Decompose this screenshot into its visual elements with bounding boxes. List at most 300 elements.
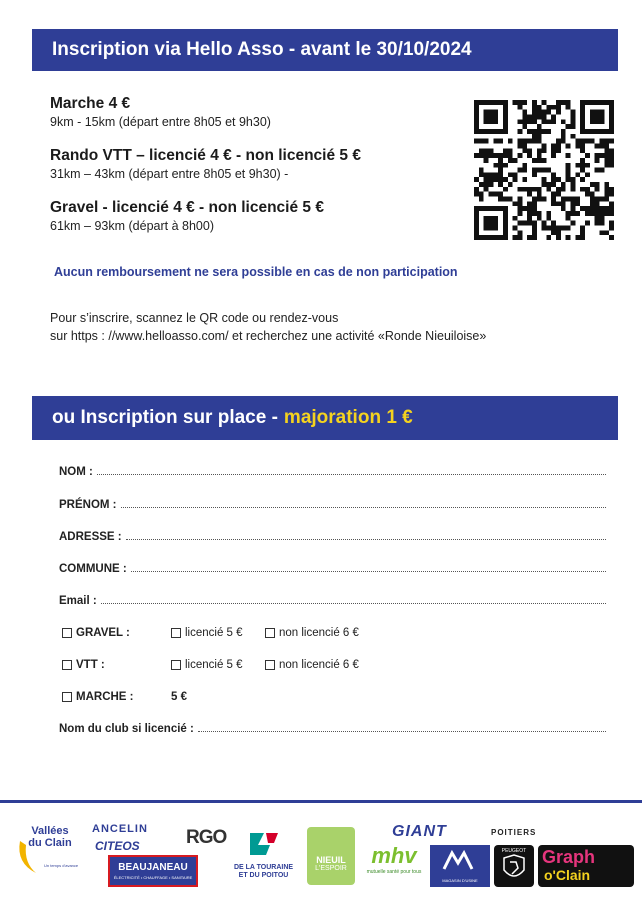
qr-module <box>585 139 590 144</box>
checkbox-icon[interactable] <box>62 692 72 702</box>
qr-module <box>488 235 493 240</box>
qr-module <box>522 143 527 148</box>
espoir-text: L'ESPOIR <box>315 865 347 872</box>
qr-module <box>561 100 566 105</box>
qr-module <box>488 153 493 158</box>
qr-module <box>571 119 576 124</box>
qr-module <box>585 129 590 134</box>
checkbox-icon[interactable] <box>62 628 72 638</box>
qr-module <box>493 172 498 177</box>
qr-module <box>585 187 590 192</box>
qr-module <box>508 197 513 202</box>
qr-module <box>479 168 484 173</box>
qr-module <box>503 105 508 110</box>
oclain-text: o'Clain <box>544 867 591 883</box>
qr-module <box>585 221 590 226</box>
qr-module <box>556 110 561 115</box>
qr-module <box>546 129 551 134</box>
giant-logo: GIANT <box>392 823 447 840</box>
qr-module <box>522 148 527 153</box>
qr-module <box>600 216 605 221</box>
qr-module <box>493 139 498 144</box>
qr-module <box>503 235 508 240</box>
qr-module <box>527 235 532 240</box>
qr-module <box>590 110 595 115</box>
checkbox-icon[interactable] <box>171 660 181 670</box>
qr-module <box>566 177 571 182</box>
qr-module <box>498 168 503 173</box>
qr-module <box>580 235 585 240</box>
qr-module <box>571 177 576 182</box>
offer-detail: 31km – 43km (départ entre 8h05 et 9h30) - <box>50 167 289 181</box>
option-label: non licencié 6 € <box>279 627 359 639</box>
qr-module <box>566 235 571 240</box>
first-name-field[interactable] <box>59 499 606 511</box>
qr-module <box>575 139 580 144</box>
qr-module <box>566 124 571 129</box>
qr-module <box>575 163 580 168</box>
qr-module <box>575 172 580 177</box>
qr-module <box>609 148 614 153</box>
qr-module <box>546 119 551 124</box>
qr-module <box>517 187 522 192</box>
qr-module <box>527 216 532 221</box>
qr-module <box>479 148 484 153</box>
qr-module <box>580 168 585 173</box>
vtt-checkbox[interactable] <box>62 659 105 671</box>
qr-module <box>537 197 542 202</box>
qr-module <box>532 201 537 206</box>
qr-module <box>542 168 547 173</box>
qr-code-icon[interactable] <box>474 100 614 240</box>
qr-module <box>503 177 508 182</box>
qr-module <box>517 211 522 216</box>
qr-module <box>590 206 595 211</box>
qr-module <box>542 110 547 115</box>
qr-module <box>551 172 556 177</box>
mhv-text: mhv <box>371 843 417 868</box>
qr-module <box>542 182 547 187</box>
qr-module <box>503 124 508 129</box>
offer-rando-vtt <box>50 147 361 181</box>
vallees-du-clain-logo <box>14 823 94 883</box>
qr-module <box>517 230 522 235</box>
qr-module <box>604 192 609 197</box>
qr-module <box>537 192 542 197</box>
qr-module <box>571 211 576 216</box>
qr-module <box>551 221 556 226</box>
qr-module <box>474 100 479 105</box>
qr-module <box>595 129 600 134</box>
field-label: Nom du club si licencié : <box>59 723 194 735</box>
qr-module <box>498 235 503 240</box>
qr-module <box>532 105 537 110</box>
qr-module <box>484 119 489 124</box>
qr-module <box>604 182 609 187</box>
qr-module <box>609 158 614 163</box>
field-line[interactable] <box>126 539 606 540</box>
qr-module <box>493 119 498 124</box>
qr-module <box>527 187 532 192</box>
qr-module <box>585 163 590 168</box>
qr-module <box>527 153 532 158</box>
qr-module <box>493 114 498 119</box>
qr-module <box>600 230 605 235</box>
qr-module <box>600 168 605 173</box>
qr-module <box>604 158 609 163</box>
offer-detail: 61km – 93km (départ à 8h00) <box>50 219 214 233</box>
qr-module <box>556 201 561 206</box>
qr-module <box>609 211 614 216</box>
qr-module <box>600 114 605 119</box>
qr-module <box>517 235 522 240</box>
address-field[interactable] <box>59 531 606 543</box>
qr-module <box>488 119 493 124</box>
qr-module <box>488 110 493 115</box>
qr-module <box>600 139 605 144</box>
qr-module <box>546 105 551 110</box>
qr-module <box>609 226 614 231</box>
qr-module <box>590 119 595 124</box>
qr-module <box>522 206 527 211</box>
qr-module <box>546 182 551 187</box>
qr-module <box>556 105 561 110</box>
checkbox-icon[interactable] <box>62 660 72 670</box>
qr-module <box>488 177 493 182</box>
qr-module <box>609 139 614 144</box>
qr-module <box>493 110 498 115</box>
option-label: GRAVEL : <box>76 627 130 639</box>
qr-module <box>566 153 571 158</box>
qr-module <box>493 163 498 168</box>
qr-module <box>551 153 556 158</box>
qr-module <box>566 168 571 173</box>
qr-module <box>542 158 547 163</box>
qr-module <box>488 129 493 134</box>
mhv-logo <box>364 843 424 875</box>
qr-module <box>527 201 532 206</box>
qr-module <box>484 148 489 153</box>
qr-module <box>609 235 614 240</box>
qr-module <box>595 187 600 192</box>
qr-module <box>488 100 493 105</box>
qr-module <box>546 226 551 231</box>
qr-module <box>522 177 527 182</box>
qr-module <box>474 110 479 115</box>
qr-module <box>513 158 518 163</box>
qr-module <box>488 206 493 211</box>
qr-module <box>590 182 595 187</box>
qr-module <box>551 177 556 182</box>
qr-module <box>580 124 585 129</box>
qr-module <box>532 172 537 177</box>
qr-module <box>532 110 537 115</box>
qr-module <box>561 129 566 134</box>
qr-module <box>474 235 479 240</box>
qr-module <box>532 187 537 192</box>
club-name-field[interactable] <box>59 723 606 735</box>
qr-module <box>595 211 600 216</box>
qr-module <box>537 114 542 119</box>
field-line[interactable] <box>131 571 606 572</box>
qr-module <box>513 235 518 240</box>
qr-module <box>546 211 551 216</box>
field-line[interactable] <box>101 603 606 604</box>
qr-module <box>527 221 532 226</box>
qr-module <box>517 206 522 211</box>
qr-module <box>600 129 605 134</box>
qr-module <box>484 187 489 192</box>
qr-module <box>498 129 503 134</box>
qr-module <box>590 201 595 206</box>
offer-marche <box>50 95 271 129</box>
qr-module <box>542 143 547 148</box>
qr-module <box>498 197 503 202</box>
qr-module <box>580 187 585 192</box>
qr-module <box>474 129 479 134</box>
qr-module <box>546 235 551 240</box>
email-field[interactable] <box>59 595 606 607</box>
qr-module <box>590 192 595 197</box>
qr-module <box>488 148 493 153</box>
beaujaneau-text: BEAUJANEAU <box>118 862 188 873</box>
qr-module <box>590 139 595 144</box>
qr-module <box>484 153 489 158</box>
qr-module <box>556 100 561 105</box>
qr-module <box>474 226 479 231</box>
qr-module <box>595 206 600 211</box>
field-line[interactable] <box>97 474 606 475</box>
qr-module <box>590 211 595 216</box>
qr-module <box>609 206 614 211</box>
qr-module <box>609 192 614 197</box>
qr-module <box>537 158 542 163</box>
qr-module <box>566 105 571 110</box>
qr-module <box>556 230 561 235</box>
qr-module <box>585 211 590 216</box>
qr-module <box>542 148 547 153</box>
qr-module <box>513 177 518 182</box>
qr-module <box>479 172 484 177</box>
credit-agricole-line-1: DE LA TOURAINE <box>233 864 294 871</box>
city-field[interactable] <box>59 563 606 575</box>
gravel-licensed-checkbox[interactable] <box>171 627 243 639</box>
qr-module <box>508 172 513 177</box>
qr-module <box>508 182 513 187</box>
marche-checkbox[interactable] <box>62 691 134 703</box>
gravel-checkbox[interactable] <box>62 627 130 639</box>
qr-module <box>595 143 600 148</box>
qr-module <box>503 114 508 119</box>
rgo-logo: RGO <box>186 827 227 848</box>
qr-module <box>527 139 532 144</box>
gravel-unlicensed-checkbox[interactable] <box>265 627 359 639</box>
qr-module <box>503 187 508 192</box>
qr-module <box>537 110 542 115</box>
qr-module <box>556 192 561 197</box>
qr-module <box>585 192 590 197</box>
qr-module <box>595 216 600 221</box>
qr-module <box>484 221 489 226</box>
qr-module <box>609 129 614 134</box>
qr-module <box>517 129 522 134</box>
qr-module <box>580 143 585 148</box>
qr-module <box>556 143 561 148</box>
checkbox-icon[interactable] <box>171 628 181 638</box>
option-label: MARCHE : <box>76 691 134 703</box>
qr-module <box>488 114 493 119</box>
qr-module <box>498 206 503 211</box>
qr-module <box>517 197 522 202</box>
vtt-licensed-checkbox[interactable] <box>171 659 243 671</box>
qr-module <box>561 134 566 139</box>
qr-module <box>474 192 479 197</box>
offer-name: Marche 4 € <box>50 95 131 112</box>
option-label: non licencié 6 € <box>279 659 359 671</box>
qr-module <box>484 139 489 144</box>
qr-module <box>488 172 493 177</box>
qr-module <box>600 197 605 202</box>
qr-module <box>575 235 580 240</box>
qr-module <box>508 139 513 144</box>
mf-logo <box>430 845 490 887</box>
qr-module <box>493 206 498 211</box>
qr-module <box>479 235 484 240</box>
qr-module <box>556 187 561 192</box>
mhv-subtext: mutuelle santé pour tous <box>366 869 422 875</box>
qr-module <box>575 143 580 148</box>
qr-module <box>571 124 576 129</box>
qr-module <box>527 148 532 153</box>
qr-module <box>595 197 600 202</box>
qr-module <box>580 114 585 119</box>
qr-module <box>600 100 605 105</box>
qr-module <box>493 221 498 226</box>
credit-agricole-icon <box>246 829 282 859</box>
qr-module <box>609 100 614 105</box>
qr-module <box>595 201 600 206</box>
online-registration-title: Inscription via Hello Asso - avant le 30/10/2024 <box>52 39 472 60</box>
qr-module <box>566 226 571 231</box>
qr-module <box>479 139 484 144</box>
qr-module <box>474 206 479 211</box>
qr-module <box>484 114 489 119</box>
qr-module <box>532 197 537 202</box>
qr-module <box>503 230 508 235</box>
qr-module <box>484 100 489 105</box>
qr-module <box>585 172 590 177</box>
qr-module <box>484 235 489 240</box>
qr-module <box>493 216 498 221</box>
qr-module <box>604 143 609 148</box>
qr-module <box>474 119 479 124</box>
qr-module <box>566 163 571 168</box>
field-line[interactable] <box>198 731 606 732</box>
qr-module <box>537 129 542 134</box>
qr-module <box>556 226 561 231</box>
instructions-line-1: Pour s’inscrire, scannez le QR code ou rendez-vous <box>50 311 339 325</box>
qr-module <box>600 143 605 148</box>
qr-module <box>527 114 532 119</box>
qr-module <box>595 221 600 226</box>
online-registration-banner <box>32 29 618 71</box>
peugeot-logo <box>494 845 534 887</box>
checkbox-icon[interactable] <box>265 628 275 638</box>
qr-module <box>532 221 537 226</box>
name-field[interactable] <box>59 466 606 478</box>
qr-module <box>595 110 600 115</box>
qr-module <box>595 119 600 124</box>
qr-module <box>503 148 508 153</box>
qr-module <box>566 143 571 148</box>
qr-module <box>503 211 508 216</box>
qr-module <box>537 153 542 158</box>
qr-module <box>571 187 576 192</box>
vallees-subtext: Un temps d'avance <box>44 863 79 868</box>
no-refund-notice: Aucun remboursement ne sera possible en cas de non participation <box>54 265 458 279</box>
qr-module <box>522 110 527 115</box>
qr-module <box>513 172 518 177</box>
qr-module <box>508 148 513 153</box>
qr-module <box>585 206 590 211</box>
instructions-line-2: sur https : //www.helloasso.com/ et recherchez une activité «Ronde Nieuiloise» <box>50 329 487 343</box>
qr-module <box>609 110 614 115</box>
sponsor-logos <box>0 815 642 895</box>
qr-module <box>488 226 493 231</box>
offer-detail: 9km - 15km (départ entre 8h05 et 9h30) <box>50 115 271 129</box>
qr-module <box>513 100 518 105</box>
onsite-registration-title: ou Inscription sur place - <box>52 407 278 428</box>
qr-module <box>503 221 508 226</box>
qr-module <box>498 192 503 197</box>
qr-module <box>600 153 605 158</box>
qr-module <box>566 211 571 216</box>
checkbox-icon[interactable] <box>265 660 275 670</box>
qr-module <box>474 124 479 129</box>
qr-module <box>532 211 537 216</box>
qr-module <box>527 192 532 197</box>
beaujaneau-logo <box>108 855 198 887</box>
qr-module <box>532 134 537 139</box>
vallees-text: Vallées du Clain <box>28 825 72 849</box>
qr-module <box>503 129 508 134</box>
qr-module <box>604 206 609 211</box>
qr-module <box>590 129 595 134</box>
qr-module <box>522 114 527 119</box>
qr-module <box>503 206 508 211</box>
qr-module <box>580 139 585 144</box>
qr-module <box>498 172 503 177</box>
qr-module <box>537 168 542 173</box>
poitiers-text: POITIERS <box>491 828 537 837</box>
qr-module <box>532 158 537 163</box>
vtt-unlicensed-checkbox[interactable] <box>265 659 359 671</box>
nieuil-text: NIEUIL <box>316 855 346 865</box>
option-label: licencié 5 € <box>185 627 243 639</box>
qr-module <box>595 100 600 105</box>
qr-module <box>561 197 566 202</box>
qr-module <box>537 105 542 110</box>
qr-module <box>604 129 609 134</box>
qr-module <box>484 206 489 211</box>
qr-module <box>546 216 551 221</box>
qr-module <box>585 153 590 158</box>
field-line[interactable] <box>121 507 607 508</box>
qr-module <box>479 182 484 187</box>
qr-module <box>604 100 609 105</box>
qr-module <box>484 129 489 134</box>
qr-module <box>532 129 537 134</box>
